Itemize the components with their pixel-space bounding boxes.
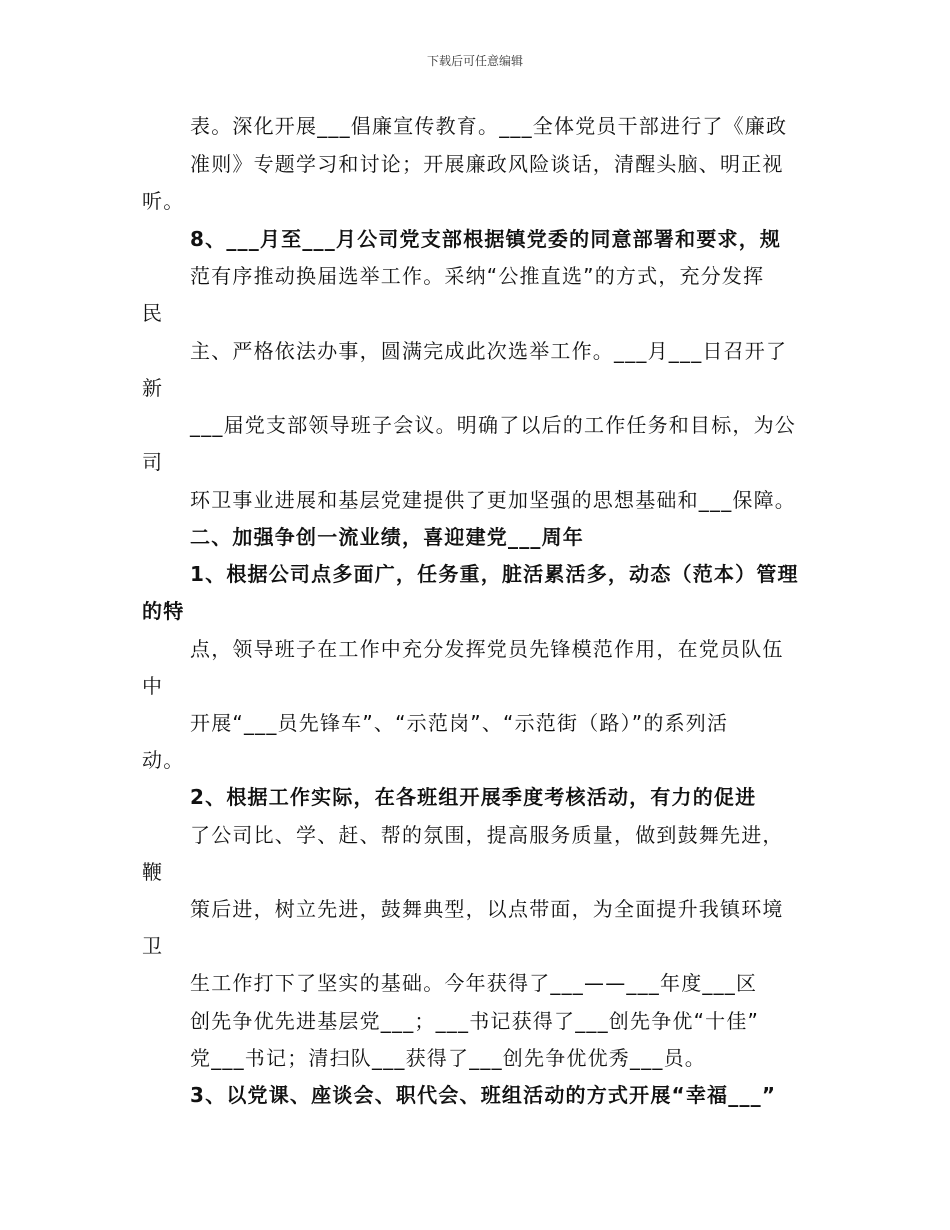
body-line: 准则》专题学习和讨论；开展廉政风险谈话，清醒头脑、明正视	[190, 152, 784, 176]
body-line: 环卫事业进展和基层党建提供了更加坚强的思想基础和___保障。	[190, 488, 796, 512]
body-line: 点，领导班子在工作中充分发挥党员先锋模范作用，在党员队伍	[190, 637, 784, 661]
body-line: 卫	[142, 934, 164, 958]
body-line: 策后进，树立先进，鼓舞典型，以点带面，为全面提升我镇环境	[190, 897, 784, 921]
body-line: 开展“___员先锋车”、“示范岗”、“示范街（路）”的系列活	[190, 711, 729, 735]
body-line: 主、严格依法办事，圆满完成此次选举工作。___月___日召开了	[190, 339, 788, 363]
section-heading: 2、根据工作实际，在各班组开展季度考核活动，有力的促进	[190, 785, 757, 809]
body-line: 中	[142, 674, 164, 698]
body-line: ___届党支部领导班子会议。明确了以后的工作任务和目标，为公	[190, 413, 796, 437]
page-header: 下载后可任意编辑	[426, 54, 523, 68]
section-heading: 二、加强争创一流业绩，喜迎建党___周年	[190, 525, 584, 549]
body-line: 生工作打下了坚实的基础。今年获得了___——___年度___区	[190, 971, 758, 995]
body-line: 范有序推动换届选举工作。采纳“公推直选”的方式，充分发挥	[190, 264, 765, 288]
body-line: 司	[142, 450, 164, 474]
section-heading: 3、以党课、座谈会、职代会、班组活动的方式开展“幸福___”	[190, 1083, 777, 1107]
body-line: 鞭	[142, 860, 164, 884]
body-line: 创先争优先进基层党___；___书记获得了___创先争优“十佳”	[190, 1009, 760, 1033]
body-line: 新	[142, 376, 164, 400]
body-line: 听。	[142, 189, 185, 213]
body-line: 党___书记；清扫队___获得了___创先争优优秀___员。	[190, 1046, 706, 1070]
body-line: 了公司比、学、赶、帮的氛围，提高服务质量，做到鼓舞先进，	[190, 823, 784, 847]
section-heading: 的特	[142, 599, 185, 623]
body-line: 民	[142, 301, 164, 325]
body-line: 动。	[142, 748, 185, 772]
section-heading: 1、根据公司点多面广，任务重，脏活累活多，动态（范本）管理	[190, 562, 799, 586]
body-line: 表。深化开展___倡廉宣传教育。___全体党员干部进行了《廉政	[190, 114, 788, 138]
section-heading: 8、___月至___月公司党支部根据镇党委的同意部署和要求，规	[190, 227, 782, 251]
